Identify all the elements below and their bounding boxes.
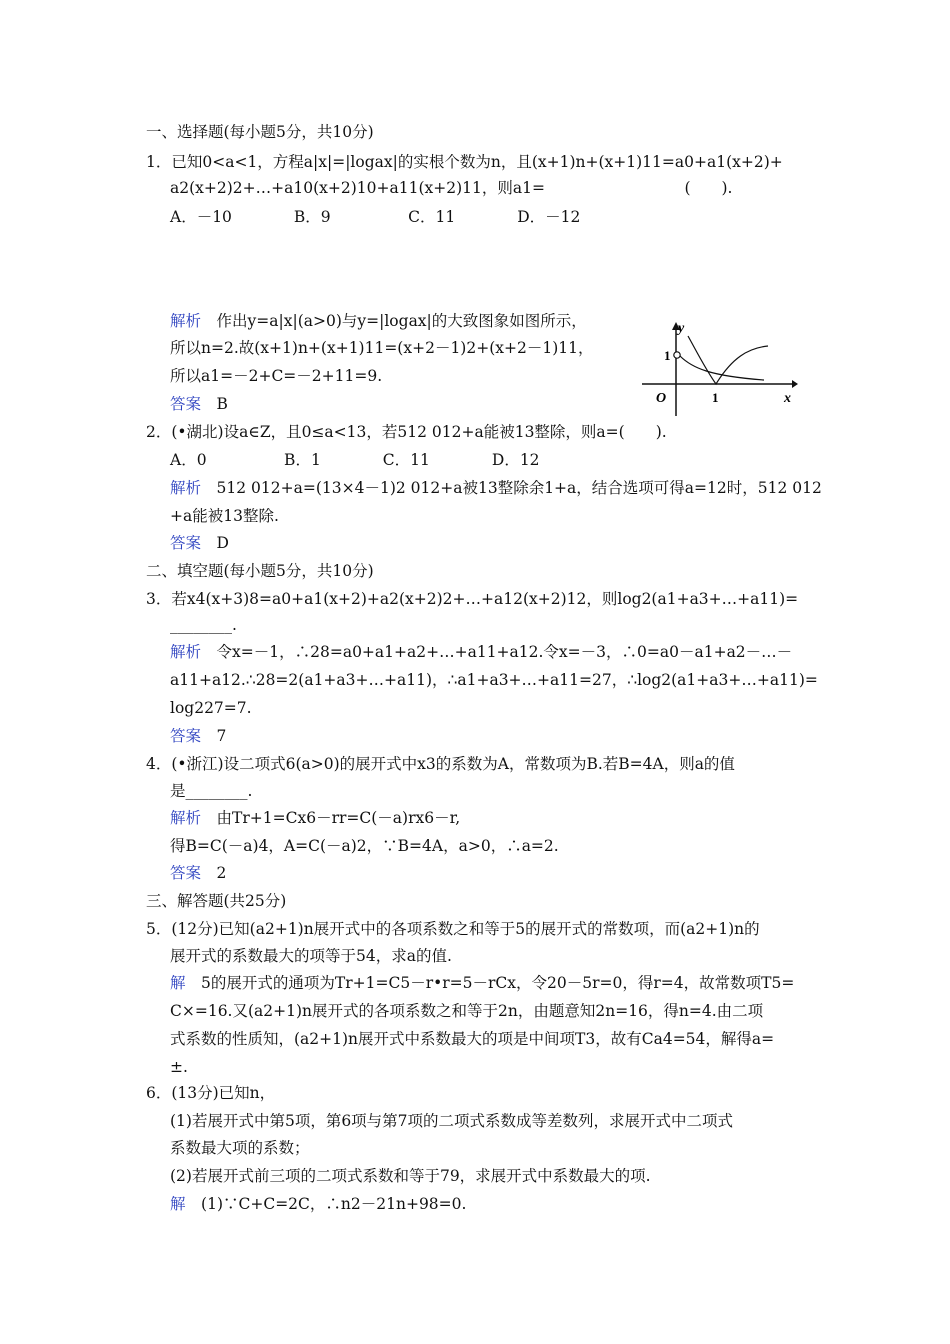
q4-analysis-line1: 解析 由Tr+1=Cx6－rr=C(－a)rx6－r, — [170, 809, 461, 827]
q2-analysis-line2: +a能被13整除. — [170, 507, 279, 525]
q3-analysis-line1: 解析 令x=－1，∴28=a0+a1+a2+…+a11+a12.令x=－3，∴0=a0－a1+a2－…－ — [170, 643, 793, 661]
q6-solution-line1: 解 (1)∵C+C=2C，∴n2－21n+98=0. — [170, 1195, 467, 1213]
q1-options: A．－10 B．9 C．11 D．－12 — [170, 208, 581, 226]
y-label: y — [678, 321, 685, 336]
analysis-label: 解析 — [170, 643, 202, 661]
q6-line1: 6．(13分)已知n， — [146, 1084, 276, 1102]
q5-solution-line4: ±. — [170, 1058, 188, 1076]
q6-line3: 系数最大项的系数； — [170, 1139, 310, 1157]
q2-analysis-line1: 解析 512 012+a=(13×4－1)2 012+a被13整除余1+a，结合选项可得a=12时，512 012 — [170, 479, 822, 497]
log-abs-curve — [688, 336, 768, 384]
open-point — [674, 352, 680, 358]
q3-line1: 3．若x4(x+3)8=a0+a1(x+2)+a2(x+2)2+…+a12(x+2)12，则log2(a1+a3+…+a11)= — [146, 590, 799, 608]
q1-answer: 答案 B — [170, 395, 228, 413]
x-tick-1: 1 — [712, 390, 719, 405]
q1-line1: 1．已知0<a<1，方程a|x|=|logax|的实根个数为n，且(x+1)n+(x+1)11=a0+a1(x+2)+ — [146, 153, 783, 171]
answer-label: 答案 — [170, 395, 202, 413]
q3-analysis-line2: a11+a12.∴28=2(a1+a3+…+a11)，∴a1+a3+…+a11=27，∴log2(a1+a3+…+a11)= — [170, 671, 818, 689]
answer-label: 答案 — [170, 534, 202, 552]
answer-label: 答案 — [170, 727, 202, 745]
function-graph-figure — [640, 318, 800, 418]
exponential-curve — [680, 356, 764, 380]
q6-line2: (1)若展开式中第5项，第6项与第7项的二项式系数成等差数列，求展开式中二项式 — [170, 1112, 734, 1130]
q5-line1: 5．(12分)已知(a2+1)n展开式中的各项系数之和等于5的展开式的常数项，而(a2+1)n的 — [146, 920, 760, 938]
x-label: x — [784, 391, 791, 406]
q2-answer: 答案 D — [170, 534, 229, 552]
q5-line2: 展开式的系数最大的项等于54，求a的值. — [170, 947, 452, 965]
solution-label: 解 — [170, 974, 186, 992]
solution-label: 解 — [170, 1195, 186, 1213]
q3-line2: ________. — [170, 616, 237, 634]
q6-line4: (2)若展开式前三项的二项式系数和等于79，求展开式中系数最大的项. — [170, 1167, 651, 1185]
q3-answer: 答案 7 — [170, 727, 227, 745]
q4-line1: 4．(•浙江)设二项式6(a>0)的展开式中x3的系数为A，常数项为B.若B=4A，则a的值 — [146, 755, 735, 773]
analysis-label: 解析 — [170, 479, 202, 497]
q1-analysis-line2: 所以n=2.故(x+1)n+(x+1)11=(x+2－1)2+(x+2－1)11， — [170, 339, 594, 357]
answer-label: 答案 — [170, 864, 202, 882]
q1-analysis-line3: 所以a1=－2+C=－2+11=9. — [170, 367, 383, 385]
q4-analysis-line2: 得B=C(－a)4，A=C(－a)2，∵B=4A，a>0，∴a=2. — [170, 837, 559, 855]
y-tick-1: 1 — [664, 348, 671, 363]
q2-options: A．0 B．1 C．11 D．12 — [170, 451, 540, 469]
q4-line2: 是________. — [170, 782, 253, 800]
x-axis-arrow — [792, 380, 798, 388]
q5-solution-line3: 式系数的性质知，(a2+1)n展开式中系数最大的项是中间项T3，故有Ca4=54，解得a= — [170, 1030, 775, 1048]
origin-label: O — [656, 391, 667, 406]
q3-analysis-line3: log227=7. — [170, 699, 252, 717]
section-solve-title: 三、解答题(共25分) — [146, 892, 287, 910]
q1-line2: a2(x+2)2+…+a10(x+2)10+a11(x+2)11，则a1= ( ). — [170, 179, 733, 197]
analysis-label: 解析 — [170, 809, 202, 827]
q5-solution-line1: 解 5的展开式的通项为Tr+1=C5－r•r=5－rCx，令20－5r=0，得r=4，故常数项T5= — [170, 974, 795, 992]
section-choice-title: 一、选择题(每小题5分，共10分) — [146, 123, 374, 141]
q1-analysis-line1: 解析 作出y=a|x|(a>0)与y=|logax|的大致图象如图所示， — [170, 312, 587, 330]
q4-answer: 答案 2 — [170, 864, 227, 882]
section-fill-title: 二、填空题(每小题5分，共10分) — [146, 562, 374, 580]
q5-solution-line2: C×=16.又(a2+1)n展开式的各项系数之和等于2n，由题意知2n=16，得n=4.由二项 — [170, 1002, 764, 1020]
q2-line1: 2．(•湖北)设a∈Z，且0≤a<13，若512 012+a能被13整除，则a=( ). — [146, 423, 667, 441]
analysis-label: 解析 — [170, 312, 202, 330]
